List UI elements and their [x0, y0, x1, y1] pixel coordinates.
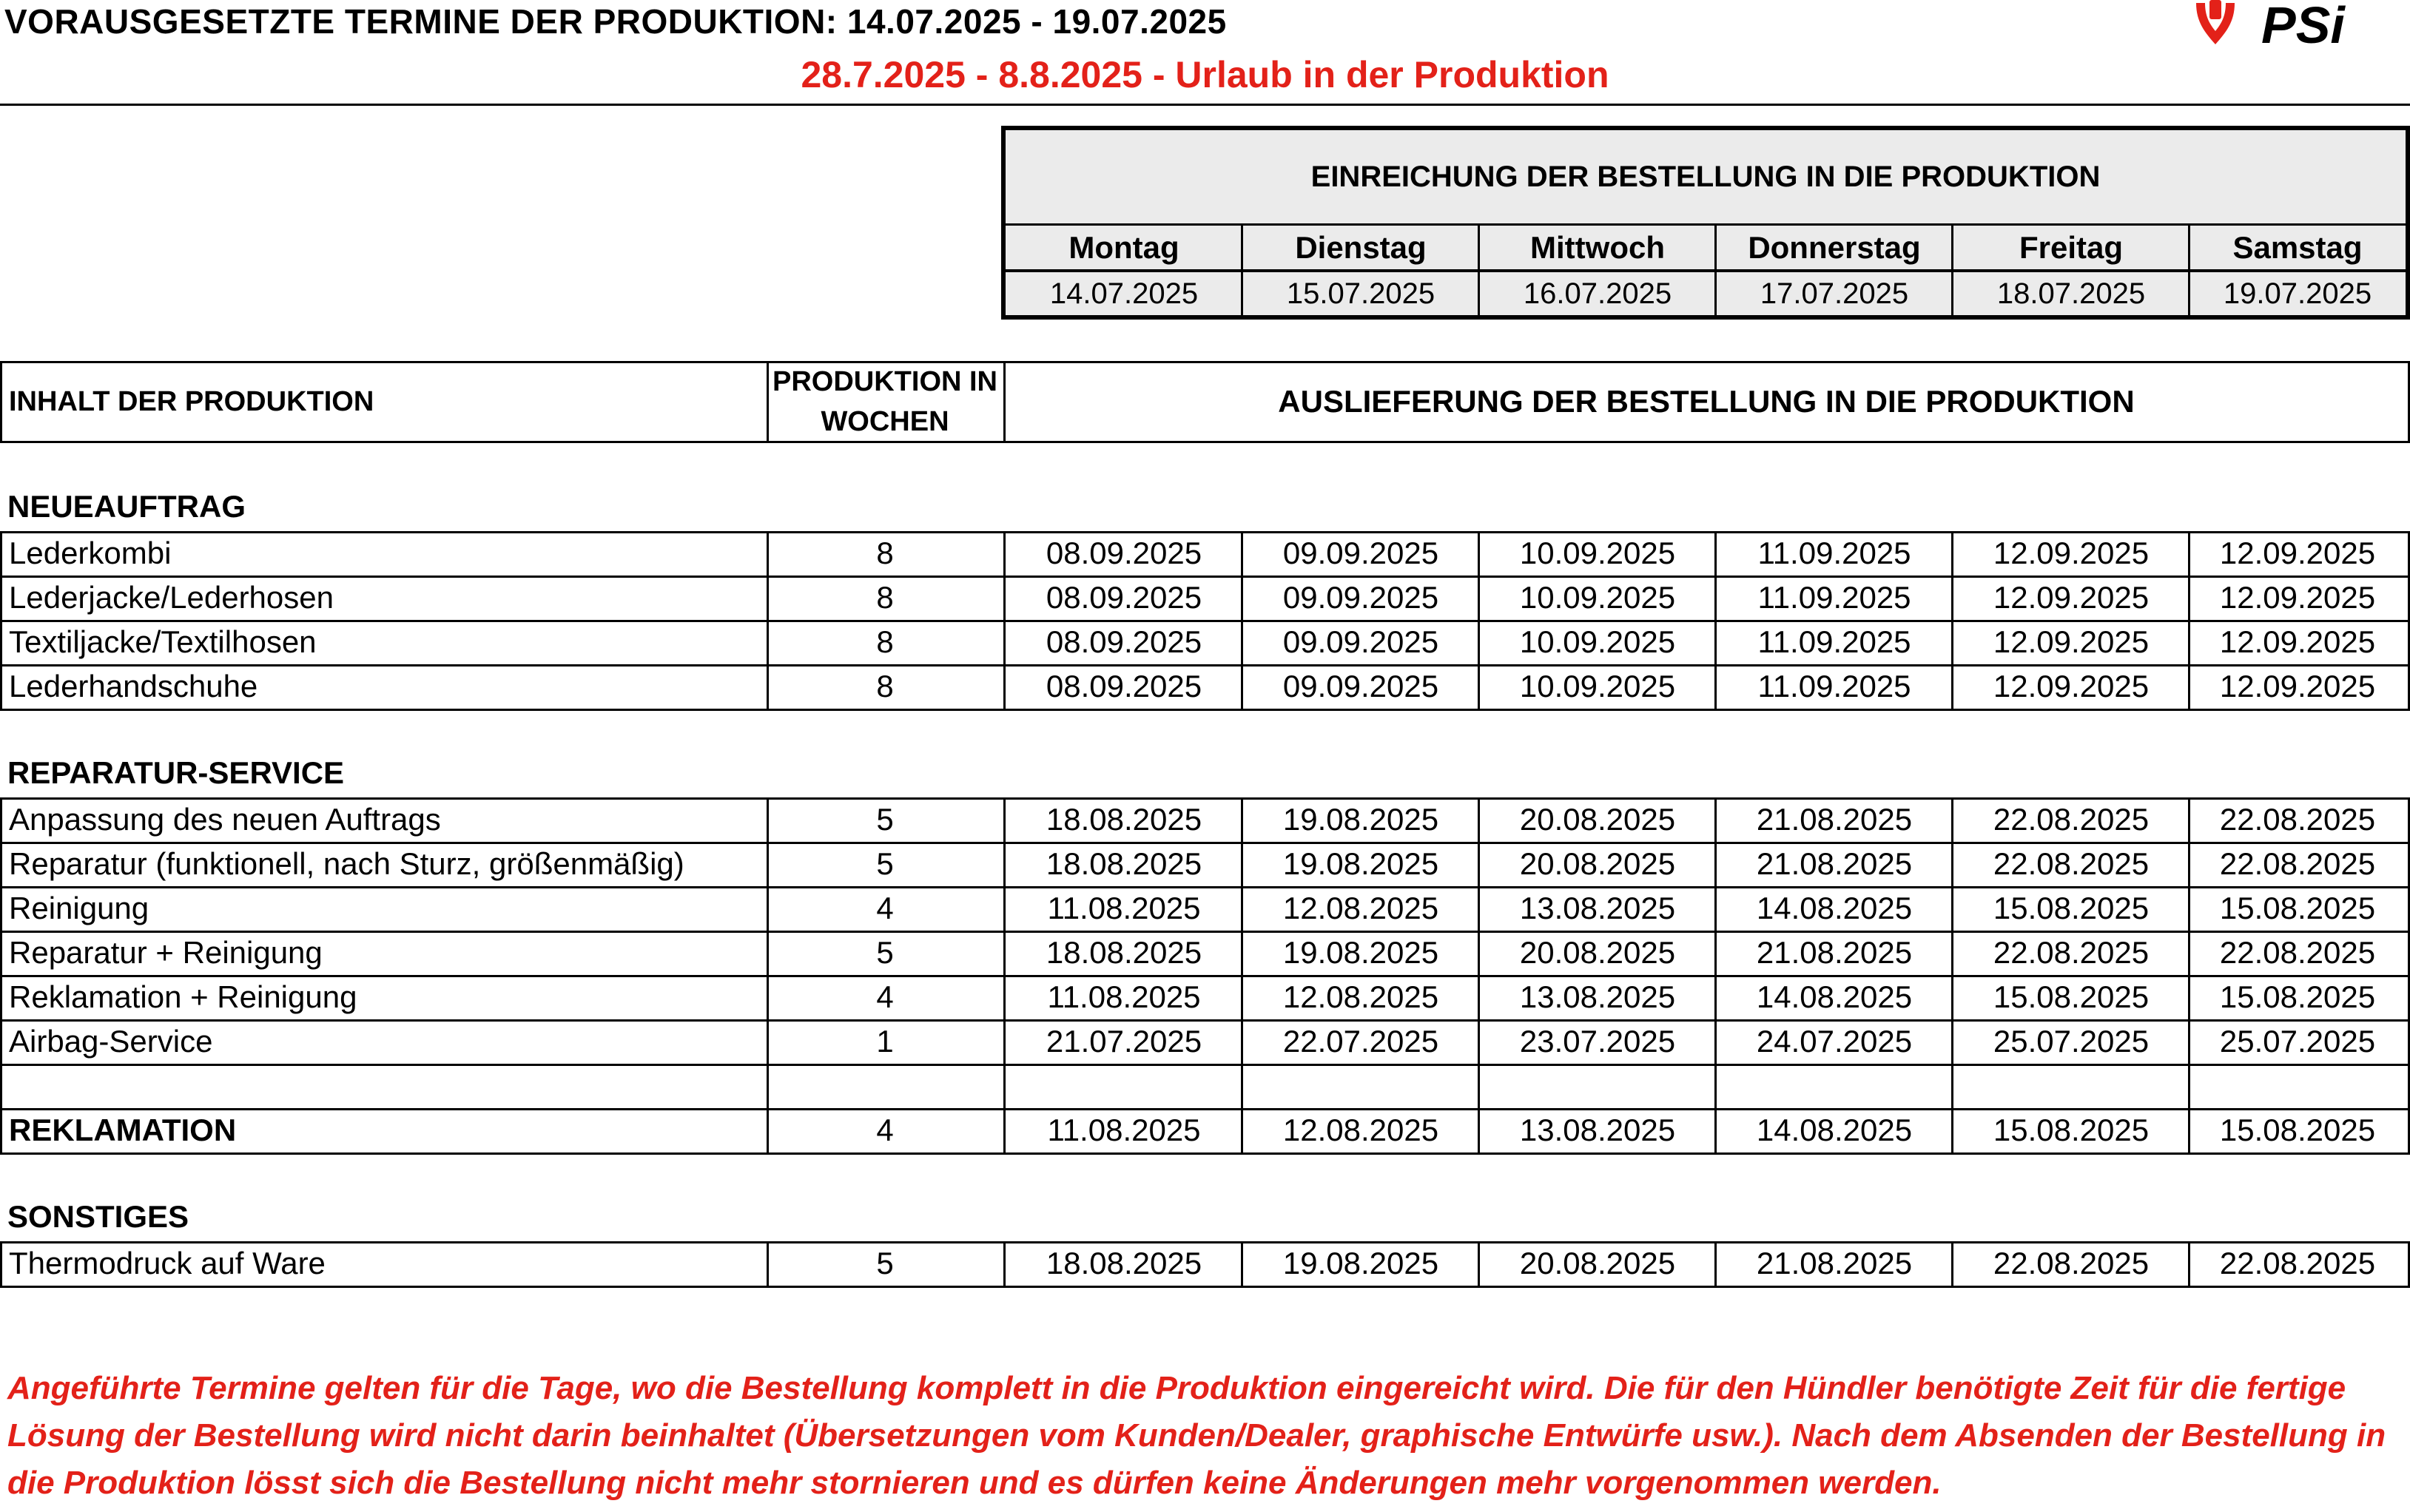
delivery-date: 10.09.2025: [1519, 669, 1676, 703]
delivery-date: 24.07.2025: [1756, 1024, 1913, 1059]
delivery-date: 11.08.2025: [1047, 1113, 1201, 1147]
table-header-bottom: [0, 441, 2410, 443]
row-weeks: 1: [876, 1024, 894, 1059]
delivery-date: 22.08.2025: [2219, 802, 2376, 837]
row-weeks: 5: [876, 802, 894, 837]
weekday-header: Dienstag: [1242, 223, 1479, 269]
row-label: Textiljacke/Textilhosen: [9, 624, 317, 659]
footnote: Angeführte Termine gelten für die Tage, wo die Bestellung komplett in die Produktion eingereicht wird. Die für den Hündler benötigte Zeit für die fertige Lösung der Bestellung wird nicht darin beinhaltet (Übersetzungen vom Kunden/Dealer, graphische Entwürfe usw.). Nach dem Absenden der Bestellung in die Produktion lösst sich die Bestellung nicht mehr stornieren und es dürfen keine Änderungen mehr vorgenommen werden.: [7, 1370, 2386, 1501]
row-label: REKLAMATION: [9, 1113, 237, 1147]
delivery-date: 22.08.2025: [2219, 935, 2376, 970]
section-other: SONSTIGES: [7, 1199, 189, 1234]
grid-line: [1003, 361, 1006, 443]
delivery-date: 21.08.2025: [1756, 1246, 1913, 1280]
delivery-date: 23.07.2025: [1519, 1024, 1676, 1059]
weekday-header: Freitag: [1953, 223, 2189, 269]
row-weeks: 8: [876, 624, 894, 659]
delivery-date: 13.08.2025: [1519, 979, 1676, 1014]
submission-date: 18.07.2025: [1953, 269, 2189, 315]
delivery-date: 08.09.2025: [1046, 669, 1202, 703]
row-label: Lederkombi: [9, 536, 172, 570]
delivery-date: 09.09.2025: [1282, 536, 1439, 570]
delivery-date: 12.09.2025: [2219, 580, 2376, 615]
grid-line: [0, 1241, 2, 1288]
delivery-date: 12.08.2025: [1282, 979, 1439, 1014]
submission-date: 17.07.2025: [1716, 269, 1953, 315]
delivery-date: 15.08.2025: [2219, 979, 2376, 1014]
delivery-date: 09.09.2025: [1282, 624, 1439, 659]
table-header-top: [0, 361, 2410, 363]
delivery-date: 20.08.2025: [1519, 935, 1676, 970]
row-label: Reparatur (funktionell, nach Sturz, größenmäßig): [9, 846, 684, 881]
delivery-date: 14.08.2025: [1756, 891, 1913, 925]
grid-line: [0, 1286, 2410, 1288]
delivery-date: 11.08.2025: [1047, 979, 1201, 1014]
row-weeks: 4: [876, 1113, 894, 1147]
delivery-date: 21.08.2025: [1756, 802, 1913, 837]
delivery-date: 19.08.2025: [1282, 802, 1439, 837]
delivery-date: 21.08.2025: [1756, 846, 1913, 881]
delivery-date: 12.09.2025: [1993, 580, 2150, 615]
row-weeks: 8: [876, 536, 894, 570]
weekday-header: Mittwoch: [1479, 223, 1716, 269]
delivery-date: 12.08.2025: [1282, 1113, 1439, 1147]
delivery-date: 20.08.2025: [1519, 802, 1676, 837]
day-separator: [1714, 223, 1717, 315]
day-separator: [1951, 223, 1953, 315]
holiday-notice: 28.7.2025 - 8.8.2025 - Urlaub in der Produktion: [801, 54, 1609, 95]
delivery-date: 22.08.2025: [1993, 935, 2150, 970]
delivery-date: 10.09.2025: [1519, 536, 1676, 570]
grid-line: [767, 361, 769, 443]
row-label: Anpassung des neuen Auftrags: [9, 802, 441, 837]
header-divider: [0, 104, 2410, 106]
row-label: Thermodruck auf Ware: [9, 1246, 326, 1280]
submission-title: EINREICHUNG DER BESTELLUNG IN DIE PRODUKTION: [1310, 160, 2101, 193]
row-weeks: 4: [876, 979, 894, 1014]
day-separator: [2188, 223, 2190, 315]
delivery-date: 11.09.2025: [1757, 536, 1911, 570]
delivery-date: 22.08.2025: [2219, 846, 2376, 881]
section-repair: REPARATUR-SERVICE: [7, 755, 345, 790]
grid-line: [0, 361, 2, 443]
delivery-date: 19.08.2025: [1282, 1246, 1439, 1280]
delivery-date: 10.09.2025: [1519, 580, 1676, 615]
delivery-date: 11.09.2025: [1757, 624, 1911, 659]
row-weeks: 5: [876, 1246, 894, 1280]
delivery-date: 18.08.2025: [1046, 846, 1202, 881]
grid-line: [0, 1064, 2410, 1066]
delivery-date: 22.07.2025: [1282, 1024, 1439, 1059]
header-delivery: AUSLIEFERUNG DER BESTELLUNG IN DIE PRODUKTION: [1278, 384, 2135, 419]
delivery-date: 20.08.2025: [1519, 846, 1676, 881]
delivery-date: 21.07.2025: [1046, 1024, 1202, 1059]
grid-line: [0, 709, 2410, 711]
day-separator: [1478, 223, 1480, 315]
page-title: VORAUSGESETZTE TERMINE DER PRODUKTION: 14.07.2025 - 19.07.2025: [4, 2, 1227, 41]
delivery-date: 14.08.2025: [1756, 1113, 1913, 1147]
delivery-date: 08.09.2025: [1046, 580, 1202, 615]
delivery-date: 18.08.2025: [1046, 1246, 1202, 1280]
delivery-date: 15.08.2025: [2219, 891, 2376, 925]
delivery-date: 15.08.2025: [1993, 979, 2150, 1014]
row-weeks: 8: [876, 669, 894, 703]
delivery-date: 10.09.2025: [1519, 624, 1676, 659]
day-separator: [1241, 223, 1243, 315]
grid-line: [0, 797, 2, 1110]
delivery-date: 22.08.2025: [1993, 802, 2150, 837]
delivery-date: 19.08.2025: [1282, 846, 1439, 881]
delivery-date: 18.08.2025: [1046, 935, 1202, 970]
delivery-date: 22.08.2025: [2219, 1246, 2376, 1280]
delivery-date: 09.09.2025: [1282, 580, 1439, 615]
delivery-date: 18.08.2025: [1046, 802, 1202, 837]
delivery-date: 25.07.2025: [2219, 1024, 2376, 1059]
psi-logo: [2190, 0, 2410, 52]
weekday-header: Samstag: [2189, 223, 2406, 269]
row-label: Reinigung: [9, 891, 149, 925]
submission-date: 16.07.2025: [1479, 269, 1716, 315]
section-new-order: NEUEAUFTRAG: [7, 489, 246, 524]
weekday-header: Montag: [1006, 223, 1242, 269]
grid-line: [0, 1152, 2410, 1155]
row-weeks: 4: [876, 891, 894, 925]
delivery-date: 12.09.2025: [2219, 669, 2376, 703]
delivery-date: 19.08.2025: [1282, 935, 1439, 970]
weekday-header: Donnerstag: [1716, 223, 1953, 269]
delivery-date: 15.08.2025: [2219, 1113, 2376, 1147]
delivery-date: 15.08.2025: [1993, 891, 2150, 925]
header-weeks: PRODUKTION IN WOCHEN: [773, 366, 997, 437]
delivery-date: 08.09.2025: [1046, 536, 1202, 570]
submission-date: 15.07.2025: [1242, 269, 1479, 315]
delivery-date: 11.08.2025: [1047, 891, 1201, 925]
row-weeks: 5: [876, 846, 894, 881]
delivery-date: 14.08.2025: [1756, 979, 1913, 1014]
submission-date: 19.07.2025: [2189, 269, 2406, 315]
row-label: Reklamation + Reinigung: [9, 979, 357, 1014]
delivery-date: 08.09.2025: [1046, 624, 1202, 659]
delivery-date: 25.07.2025: [1993, 1024, 2150, 1059]
delivery-date: 22.08.2025: [1993, 1246, 2150, 1280]
row-label: Lederhandschuhe: [9, 669, 258, 703]
delivery-date: 15.08.2025: [1993, 1113, 2150, 1147]
delivery-date: 12.09.2025: [1993, 669, 2150, 703]
delivery-date: 11.09.2025: [1757, 669, 1911, 703]
delivery-date: 20.08.2025: [1519, 1246, 1676, 1280]
header-content: INHALT DER PRODUKTION: [9, 385, 374, 417]
row-label: Airbag-Service: [9, 1024, 213, 1059]
row-label: Lederjacke/Lederhosen: [9, 580, 334, 615]
delivery-date: 13.08.2025: [1519, 1113, 1676, 1147]
delivery-date: 12.09.2025: [2219, 536, 2376, 570]
delivery-date: 13.08.2025: [1519, 891, 1676, 925]
grid-line: [0, 1108, 2, 1155]
grid-line: [0, 531, 2, 711]
delivery-date: 22.08.2025: [1993, 846, 2150, 881]
logo-text: PSi: [2261, 0, 2345, 52]
row-weeks: 8: [876, 580, 894, 615]
submission-date: 14.07.2025: [1006, 269, 1242, 315]
delivery-date: 11.09.2025: [1757, 580, 1911, 615]
delivery-date: 12.09.2025: [1993, 536, 2150, 570]
delivery-date: 09.09.2025: [1282, 669, 1439, 703]
row-weeks: 5: [876, 935, 894, 970]
delivery-date: 12.08.2025: [1282, 891, 1439, 925]
delivery-date: 12.09.2025: [1993, 624, 2150, 659]
delivery-date: 12.09.2025: [2219, 624, 2376, 659]
delivery-date: 21.08.2025: [1756, 935, 1913, 970]
row-label: Reparatur + Reinigung: [9, 935, 323, 970]
